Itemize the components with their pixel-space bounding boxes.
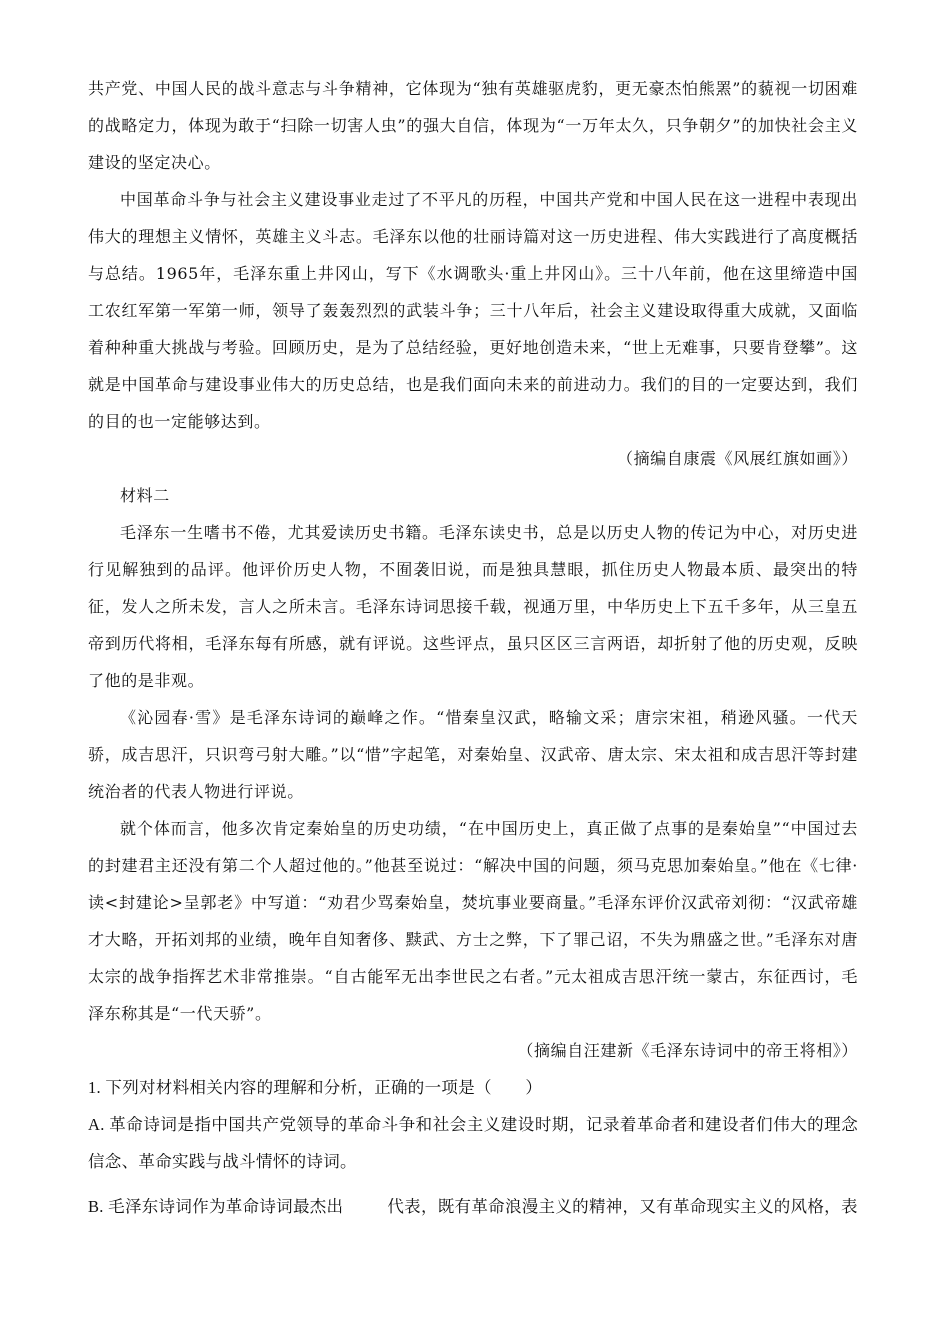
passage-paragraph-2: 中国革命斗争与社会主义建设事业走过了不平凡的历程，中国共产党和中国人民在这一进程中表现出伟大的理想主义情怀，英雄主义斗志。毛泽东以他的壮丽诗篇对这一历史进程、伟大实践进行了高度概括与总结。1965年，毛泽东重上井冈山，写下《水调歌头·重上井冈山》。三十八年前，他在这里缔造中国工农红军第一军第一师，领导了轰轰烈烈的武装斗争；三十八年后，社会主义建设取得重大成就，又面临着种种重大挑战与考验。回顾历史，是为了总结经验，更好地创造未来，“世上无难事，只要肯登攀”。这就是中国革命与建设事业伟大的历史总结，也是我们面向未来的前进动力。我们的目的一定要达到，我们的目的也一定能够达到。 xyxy=(88,190,858,431)
source-citation-2: （摘编自汪建新《毛泽东诗词中的帝王将相》） xyxy=(517,1041,858,1060)
material-two-label: 材料二 xyxy=(120,486,170,505)
passage-paragraph-5: 就个体而言，他多次肯定秦始皇的历史功绩，“在中国历史上，真正做了点事的是秦始皇”“中国过去的封建君主还没有第二个人超过他的。”他甚至说过：“解决中国的问题，须马克思加秦始皇。”他在《七律·读<封建论>呈郭老》中写道：“劝君少骂秦始皇，焚坑事业要商量。”毛泽东评价汉武帝刘彻：“汉武帝雄才大略，开拓刘邦的业绩，晚年自知奢侈、黩武、方士之弊，下了罪己诏，不失为鼎盛之世。”毛泽东对唐太宗的战争指挥艺术非常推崇。“自古能军无出李世民之右者。”元太祖成吉思汗统一蒙古，东征西讨，毛泽东称其是“一代天骄”。 xyxy=(88,819,858,1023)
option-a: A. 革命诗词是指中国共产党领导的革命斗争和社会主义建设时期，记录着革命者和建设者们伟大的理念信念、革命实践与战斗情怀的诗词。 xyxy=(88,1115,858,1171)
option-b-text-part1: B. 毛泽东诗词作为革命诗词最杰出 xyxy=(88,1197,344,1216)
passage-paragraph-3: 毛泽东一生嗜书不倦，尤其爱读历史书籍。毛泽东读史书，总是以历史人物的传记为中心，对历史进行见解独到的品评。他评价历史人物，不囿袭旧说，而是独具慧眼，抓住历史人物最本质、最突出的特征，发人之所未发，言人之所未言。毛泽东诗词思接千载，视通万里，中华历史上下五千多年，从三皇五帝到历代将相，毛泽东每有所感，就有评说。这些评点，虽只区区三言两语，却折射了他的历史观，反映了他的是非观。 xyxy=(88,523,858,690)
option-b xyxy=(88,1188,858,1225)
document-page xyxy=(88,70,858,1225)
question-stem: 1. 下列对材料相关内容的理解和分析，正确的一项是（ ） xyxy=(88,1078,543,1097)
spacer xyxy=(88,1180,858,1188)
passage-paragraph-4: 《沁园春·雪》是毛泽东诗词的巅峰之作。“惜秦皇汉武，略输文采；唐宗宋祖，稍逊风骚。一代天骄，成吉思汗，只识弯弓射大雕。”以“惜”字起笔，对秦始皇、汉武帝、唐太宗、宋太祖和成吉思汗等封建统治者的代表人物进行评说。 xyxy=(88,708,858,801)
option-b-text-part2: 代表，既有革命浪漫主义的精神，又有革命现实主义的风格，表 xyxy=(387,1197,858,1216)
passage-paragraph-1: 共产党、中国人民的战斗意志与斗争精神，它体现为“独有英雄驱虎豹，更无豪杰怕熊罴”的藐视一切困难的战略定力，体现为敢于“扫除一切害人虫”的强大自信，体现为“一万年太久，只争朝夕”的加快社会主义建设的坚定决心。 xyxy=(88,79,858,172)
source-citation-1: （摘编自康震《风展红旗如画》） xyxy=(616,449,858,468)
